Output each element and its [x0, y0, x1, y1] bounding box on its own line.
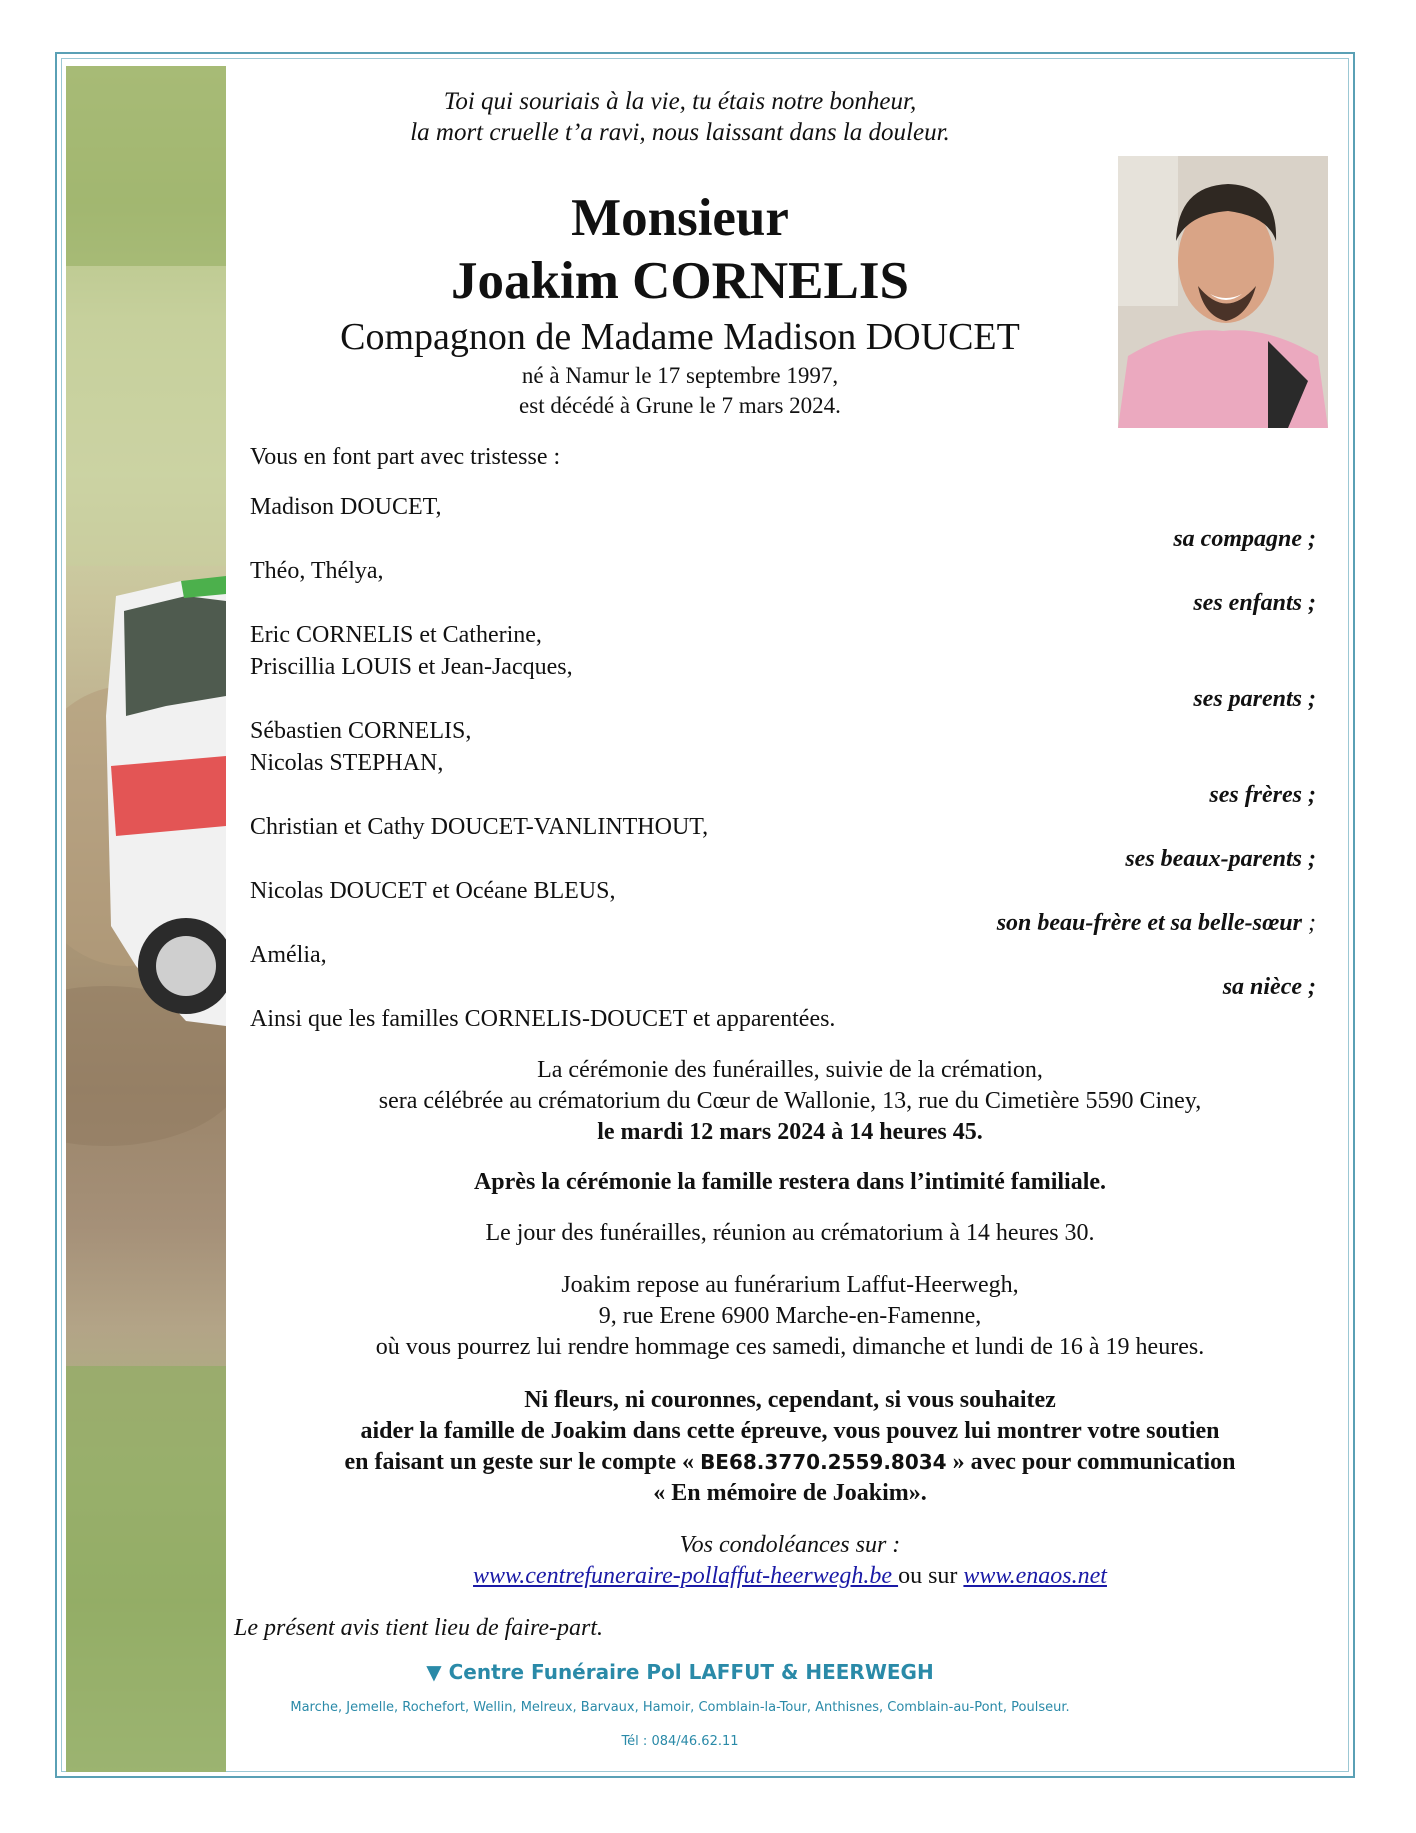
- family-role: [997, 908, 1316, 938]
- portrait-photo: [1118, 156, 1328, 428]
- family-role: sa compagne ;: [1173, 526, 1316, 552]
- epitaph-line: la mort cruelle t’a ravi, nous laissant dans la douleur.: [410, 119, 950, 146]
- rest-line: Joakim repose au funérarium Laffut-Heerwegh,: [561, 1272, 1019, 1298]
- death-line: est décédé à Grune le 7 mars 2024.: [519, 393, 841, 418]
- triangle-down-icon: ▼: [426, 1660, 449, 1684]
- donation-line: « En mémoire de Joakim».: [653, 1480, 927, 1506]
- family-role: ses beaux-parents ;: [1125, 846, 1316, 872]
- iban-number: BE68.3770.2559.8034: [700, 1450, 947, 1474]
- family-name: Nicolas STEPHAN,: [250, 750, 444, 776]
- footer-towns: Marche, Jemelle, Rochefort, Wellin, Melreux, Barvaux, Hamoir, Comblain-la-Tour, Anthisnes, Comblain-au-Pont, Poulseur.: [290, 1700, 1070, 1715]
- condolences-between: ou sur: [898, 1563, 964, 1589]
- meeting-line: Le jour des funérailles, réunion au crématorium à 14 heures 30.: [485, 1220, 1095, 1246]
- families-line: Ainsi que les familles CORNELIS-DOUCET et apparentées.: [250, 1006, 836, 1032]
- epitaph-line: Toi qui souriais à la vie, tu étais notre bonheur,: [443, 88, 917, 115]
- family-name: Nicolas DOUCET et Océane BLEUS,: [250, 878, 616, 904]
- rally-car-side-image: [66, 66, 226, 1772]
- family-name: Christian et Cathy DOUCET-VANLINTHOUT,: [250, 814, 709, 840]
- funeral-center-link[interactable]: www.centrefuneraire-pollaffut-heerwegh.be: [473, 1563, 899, 1589]
- family-name: Théo, Thélya,: [250, 558, 384, 584]
- condolences-label: Vos condoléances sur :: [679, 1532, 901, 1558]
- donation-line: [250, 1447, 1330, 1477]
- family-role: ses enfants ;: [1193, 590, 1316, 616]
- rest-line: 9, rue Erene 6900 Marche-en-Famenne,: [598, 1303, 982, 1329]
- family-role: sa nièce ;: [1222, 974, 1316, 1000]
- intimacy-line: Après la cérémonie la famille restera dans l’intimité familiale.: [473, 1169, 1107, 1195]
- family-role-suffix: ;: [1302, 910, 1316, 936]
- ceremony-line: La cérémonie des funérailles, suivie de la crémation,: [537, 1057, 1043, 1083]
- donation-line: Ni fleurs, ni couronnes, cependant, si vous souhaitez: [524, 1387, 1056, 1413]
- family-name: Priscillia LOUIS et Jean-Jacques,: [250, 654, 573, 680]
- family-name: Amélia,: [250, 942, 327, 968]
- footer-title: Centre Funéraire Pol LAFFUT & HEERWEGH: [448, 1660, 934, 1684]
- deceased-name: Joakim CORNELIS: [451, 252, 909, 310]
- family-role: ses parents ;: [1193, 686, 1316, 712]
- ceremony-line: sera célébrée au crématorium du Cœur de Wallonie, 13, rue du Cimetière 5590 Ciney,: [378, 1088, 1202, 1114]
- enaos-link[interactable]: www.enaos.net: [963, 1563, 1107, 1589]
- family-role-text: son beau-frère et sa belle-sœur: [996, 910, 1302, 936]
- donation-pre: en faisant un geste sur le compte «: [344, 1449, 701, 1475]
- notice-line: Le présent avis tient lieu de faire-part.: [234, 1615, 604, 1641]
- family-name: Eric CORNELIS et Catherine,: [250, 622, 542, 648]
- rest-line: où vous pourrez lui rendre hommage ces samedi, dimanche et lundi de 16 à 19 heures.: [375, 1334, 1205, 1360]
- condolences-links: [250, 1561, 1330, 1591]
- family-name: Madison DOUCET,: [250, 494, 442, 520]
- donation-post: » avec pour communication: [946, 1449, 1236, 1475]
- birth-line: né à Namur le 17 septembre 1997,: [521, 363, 839, 388]
- title-monsieur: Monsieur: [571, 189, 789, 247]
- footer-phone: Tél : 084/46.62.11: [621, 1734, 739, 1749]
- family-name: Sébastien CORNELIS,: [250, 718, 472, 744]
- intro-line: Vous en font part avec tristesse :: [250, 444, 561, 470]
- companion-line: Compagnon de Madame Madison DOUCET: [340, 316, 1020, 358]
- ceremony-date: le mardi 12 mars 2024 à 14 heures 45.: [597, 1119, 983, 1145]
- family-role: ses frères ;: [1209, 782, 1316, 808]
- donation-line: aider la famille de Joakim dans cette épreuve, vous pouvez lui montrer votre soutien: [360, 1418, 1220, 1444]
- footer-title-row: [250, 1660, 1110, 1684]
